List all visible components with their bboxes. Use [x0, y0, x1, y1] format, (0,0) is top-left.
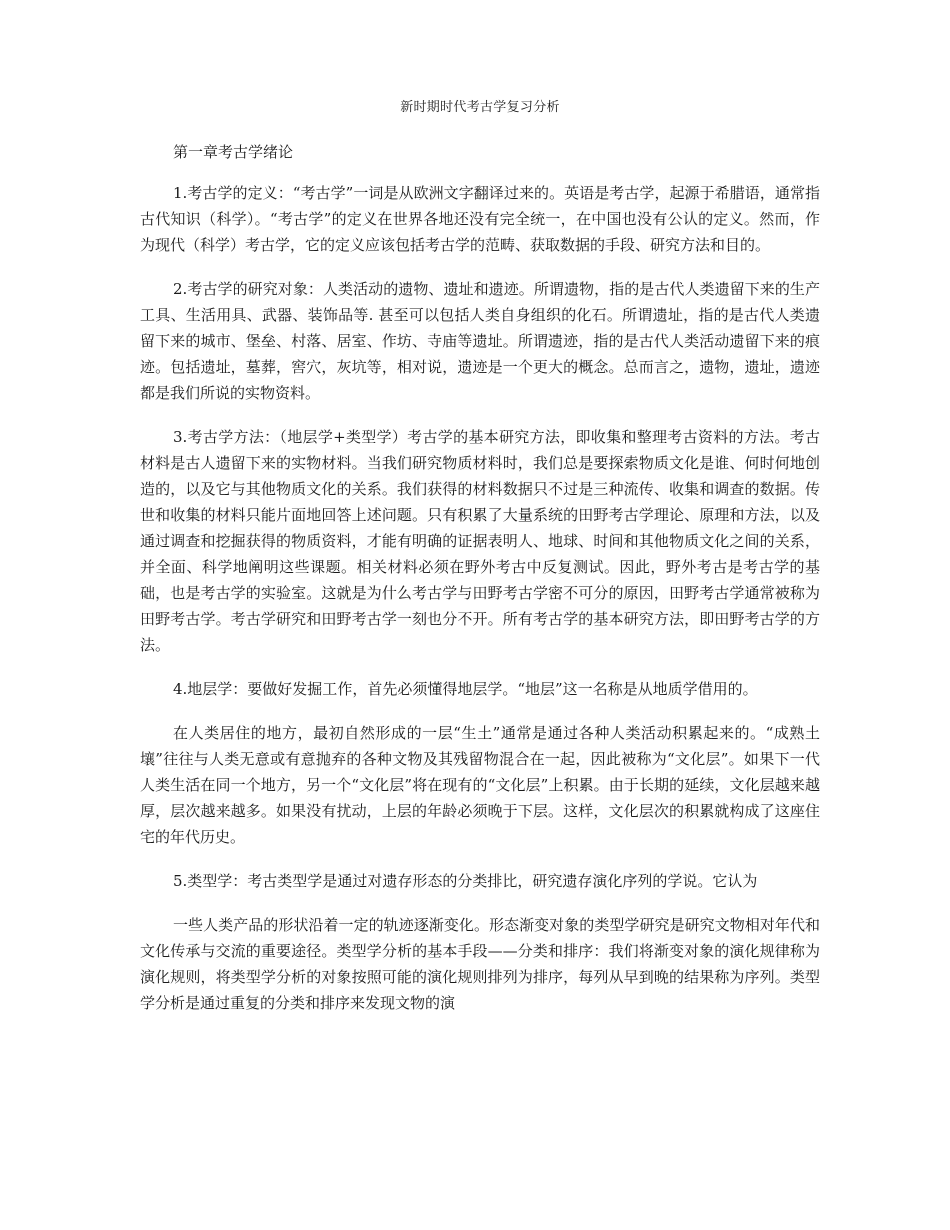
paragraph-typology: 5.类型学：考古类型学是通过对遗存形态的分类排比，研究遗存演化序列的学说。它认为 — [173, 872, 758, 890]
document-page — [140, 96, 820, 1034]
paragraph-cultural-layer: 在人类居住的地方，最初自然形成的一层“生土”通常是通过各种人类活动积累起来的。“成熟土壤”往往与人类无意或有意抛弃的各种文物及其残留物混合在一起，因此被称为“文化层”。如果下一代人类生活在同一个地方，另一个“文化层”将在现有的“文化层”上积累。由于长期的延续，文化层越来越厚，层次越来越多。如果没有扰动，上层的年龄必须晚于下层。这样，文化层次的积累就构成了这座住宅的年代历史。 — [140, 724, 820, 846]
chapter-heading: 第一章考古学绪论 — [173, 143, 294, 161]
paragraph-typology-continued: 一些人类产品的形状沿着一定的轨迹逐渐变化。形态渐变对象的类型学研究是研究文物相对年代和文化传承与交流的重要途径。类型学分析的基本手段——分类和排序：我们将渐变对象的演化规律称为演化规则，将类型学分析的对象按照可能的演化规则排列为排序，每列从早到晚的结果称为序列。类型学分析是通过重复的分类和排序来发现文物的演 — [140, 916, 820, 1012]
paragraph-research-objects: 2.考古学的研究对象：人类活动的遗物、遗址和遗迹。所谓遗物，指的是古代人类遗留下来的生产工具、生活用具、武器、装饰品等. 甚至可以包括人类自身组织的化石。所谓遗址，指的是古代人类遗留下来的城市、堡垒、村落、居室、作坊、寺庙等遗址。所谓遗迹，指的是古代人类活动遗留下来的痕迹。包括遗址，墓葬，窖穴，灰坑等，相对说，遗迹是一个更大的概念。总而言之，遗物，遗址，遗迹都是我们所说的实物资料。 — [140, 280, 820, 402]
paragraph-definition: 1.考古学的定义：“考古学”一词是从欧洲文字翻译过来的。英语是考古学，起源于希腊语，通常指古代知识（科学）。“考古学”的定义在世界各地还没有完全统一，在中国也没有公认的定义。然而，作为现代（科学）考古学，它的定义应该包括考古学的范畴、获取数据的手段、研究方法和目的。 — [140, 184, 820, 254]
document-title: 新时期时代考古学复习分析 — [400, 100, 560, 115]
paragraph-methods: 3.考古学方法：（地层学+类型学）考古学的基本研究方法，即收集和整理考古资料的方法。考古材料是古人遗留下来的实物材料。当我们研究物质材料时，我们总是要探索物质文化是谁、何时何地创造的，以及它与其他物质文化的关系。我们获得的材料数据只不过是三种流传、收集和调查的数据。传世和收集的材料只能片面地回答上述问题。只有积累了大量系统的田野考古学理论、原理和方法，以及通过调查和挖掘获得的物质资料，才能有明确的证据表明人、地球、时间和其他物质文化之间的关系，并全面、科学地阐明这些课题。相关材料必须在野外考古中反复测试。因此，野外考古是考古学的基础，也是考古学的实验室。这就是为什么考古学与田野考古学密不可分的原因，田野考古学通常被称为田野考古学。考古学研究和田野考古学一刻也分不开。所有考古学的基本研究方法，即田野考古学的方法。 — [140, 428, 820, 654]
paragraph-stratigraphy: 4.地层学：要做好发掘工作，首先必须懂得地层学。“地层”这一名称是从地质学借用的。 — [173, 680, 758, 698]
